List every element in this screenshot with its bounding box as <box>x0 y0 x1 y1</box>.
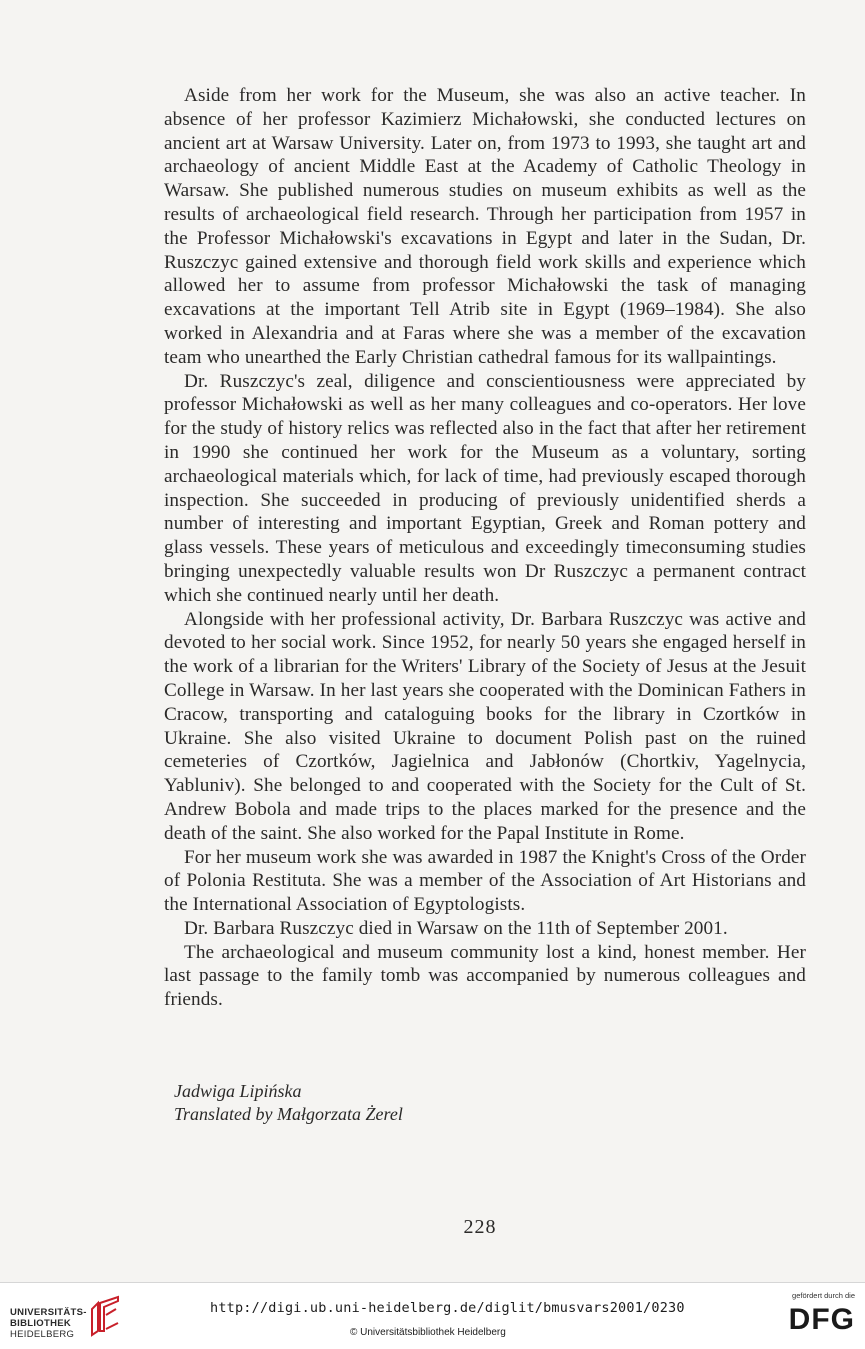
dfg-logo[interactable] <box>760 1291 855 1343</box>
article-body <box>164 84 806 1012</box>
paragraph-zeal: Dr. Ruszczyc's zeal, diligence and conscientiousness were appreciated by professor Michałowski as well as her many colleagues and co-operators. Her love for the study of history relics was reflected also in the fact that after her retirement in 1990 she continued her work for the Museum as a voluntary, sorting archaeological materials which, for lack of time, had previously escaped thorough inspection. She succeeded in producing of previously unidentified sherds a number of interesting and important Egyptian, Greek and Roman pottery and glass vessels. These years of meticulous and exceedingly timeconsuming studies bringing unexpectedly valuable results won Dr Ruszczyc a permanent contract which she continued nearly until her death. <box>164 370 806 606</box>
copyright-notice: © Universitätsbibliothek Heidelberg <box>350 1327 506 1338</box>
dfg-logo-mark: DFG <box>788 1303 855 1336</box>
source-url-link[interactable]: http://digi.ub.uni-heidelberg.de/diglit/bmusvars2001/0230 <box>210 1300 685 1316</box>
library-name-line3: HEIDELBERG <box>10 1329 75 1340</box>
paragraph-social-work: Alongside with her professional activity, Dr. Barbara Ruszczyc was active and devoted to her social work. Since 1952, for nearly 50 years she engaged herself in the work of a librarian for the Writers' Library of the Society of Jesus at the Jesuit College in Warsaw. In her last years she cooperated with the Dominican Fathers in Cracow, transporting and cataloguing books for the library in Czortków in Ukraine. She also visited Ukraine to document Polish past on the ruined cemeteries of Czortków, Jagielnica and Jabłonów (Chortkiv, Yagelnycia, Yabluniv). She belonged to and cooperated with the Society for the Cult of St. Andrew Bobola and made trips to the places marked for the presence and the death of the saint. She also worked for the Papal Institute in Rome. <box>164 608 806 844</box>
translator-credit: Translated by Małgorzata Żerel <box>174 1104 403 1124</box>
library-logo[interactable] <box>10 1293 125 1341</box>
paragraph-funeral: The archaeological and museum community lost a kind, honest member. Her last passage to the family tomb was accompanied by numerous colleagues and friends. <box>164 941 806 1011</box>
digitization-footer <box>0 1282 865 1349</box>
dfg-caption: gefördert durch die <box>792 1291 855 1300</box>
library-name <box>10 1307 87 1340</box>
library-emblem-icon <box>88 1295 122 1339</box>
paragraph-awards: For her museum work she was awarded in 1987 the Knight's Cross of the Order of Polonia Restituta. She was a member of the Association of Art Historians and the International Association of Egyptologists. <box>164 846 806 916</box>
paragraph-teaching: Aside from her work for the Museum, she was also an active teacher. In absence of her professor Kazimierz Michałowski, she conducted lectures on ancient art at Warsaw University. Later on, from 1973 to 1993, she taught art and archaeology of ancient Middle East at the Academy of Catholic Theology in Warsaw. She published numerous studies on museum exhibits as well as the results of archaeological field research. Through her participation from 1957 in the Professor Michałowski's excavations in Egypt and later in the Sudan, Dr. Ruszczyc gained extensive and thorough field work skills and experience which allowed her to assume from professor Michałowski the task of managing excavations at the important Tell Atrib site in Egypt (1969–1984). She also worked in Alexandria and at Faras where she was a member of the excavation team who unearthed the Early Christian cathedral famous for its wallpaintings. <box>164 85 806 368</box>
library-name-line2: BIBLIOTHEK <box>10 1318 72 1329</box>
author-name: Jadwiga Lipińska <box>174 1081 302 1101</box>
page-number: 228 <box>463 1216 497 1238</box>
paragraph-death: Dr. Barbara Ruszczyc died in Warsaw on the 11th of September 2001. <box>184 917 728 939</box>
credits <box>174 1080 403 1126</box>
library-name-line1: UNIVERSITÄTS- <box>10 1307 87 1318</box>
